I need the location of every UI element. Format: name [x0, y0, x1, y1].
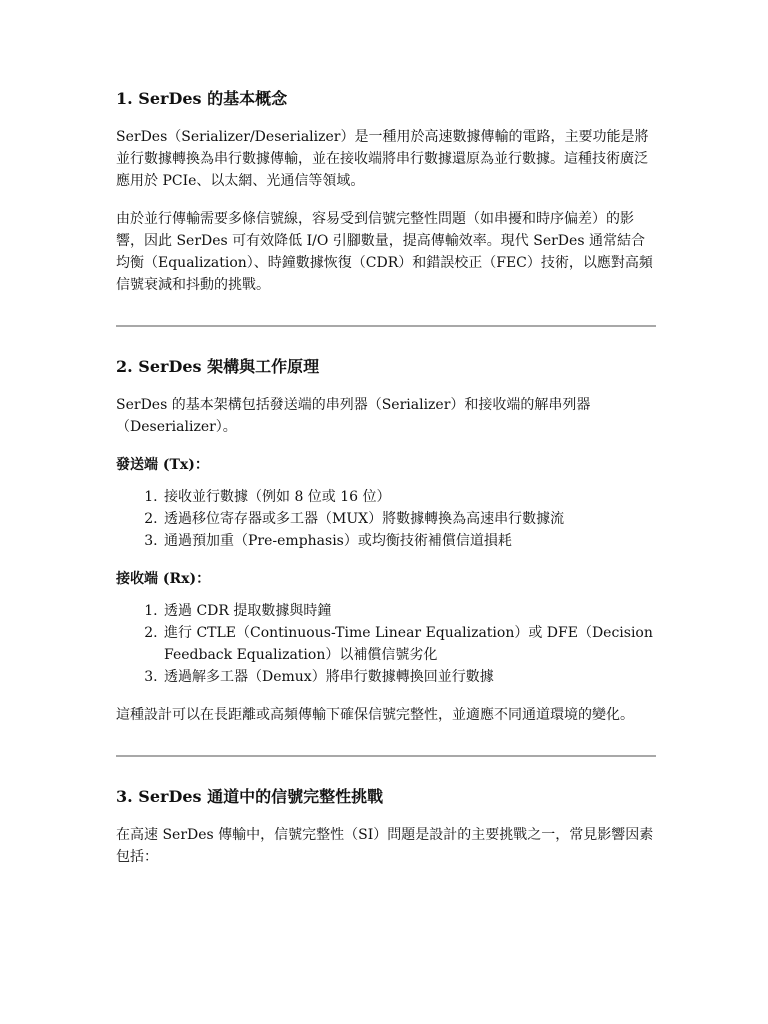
list-item: 1. 接收並行數據（例如 8 位或 16 位）	[162, 486, 656, 508]
list-item: 3. 通過預加重（Pre-emphasis）或均衡技術補償信道損耗	[162, 530, 656, 552]
list-item: 2. 進行 CTLE（Continuous-Time Linear Equalization）或 DFE（Decision Feedback Equalization）以補償信號劣化	[162, 622, 656, 666]
list-item: 2. 透過移位寄存器或多工器（MUX）將數據轉換為高速串行數據流	[162, 508, 656, 530]
tx-subheading: 發送端 (Tx)：	[116, 457, 209, 473]
section-1-paragraph-1: SerDes（Serializer/Deserializer）是一種用於高速數據傳輸的電路，主要功能是將並行數據轉換為串行數據傳輸，並在接收端將串行數據還原為並行數據。這種技術廣泛應用於 PCIe、以太網、光通信等領域。	[116, 129, 649, 189]
list-item: 1. 透過 CDR 提取數據與時鐘	[162, 600, 656, 622]
section-2-heading: 2. SerDes 架構與工作原理	[116, 357, 320, 376]
section-1-paragraph-2: 由於並行傳輸需要多條信號線，容易受到信號完整性問題（如串擾和時序偏差）的影響，因此 SerDes 可有效降低 I/O 引腳數量，提高傳輸效率。現代 SerDes 通常結合均衡（Equalization）、時鐘數據恢復（CDR）和錯誤校正（FEC）技術，以應對高頻信號衰減和抖動的挑戰。	[116, 211, 653, 293]
section-3-paragraph-1: 在高速 SerDes 傳輸中，信號完整性（SI）問題是設計的主要挑戰之一，常見影響因素包括：	[116, 827, 654, 865]
rx-list	[116, 600, 656, 688]
section-2-outro: 這種設計可以在長距離或高頻傳輸下確保信號完整性，並適應不同通道環境的變化。	[116, 707, 634, 723]
rx-subheading: 接收端 (Rx)：	[116, 571, 211, 587]
list-item: 3. 透過解多工器（Demux）將串行數據轉換回並行數據	[162, 666, 656, 688]
section-1-heading: 1. SerDes 的基本概念	[116, 89, 288, 108]
tx-list	[116, 486, 656, 552]
document-content	[116, 86, 656, 868]
section-3-heading: 3. SerDes 通道中的信號完整性挑戰	[116, 787, 384, 806]
section-2-intro: SerDes 的基本架構包括發送端的串列器（Serializer）和接收端的解串列器（Deserializer）。	[116, 397, 591, 435]
